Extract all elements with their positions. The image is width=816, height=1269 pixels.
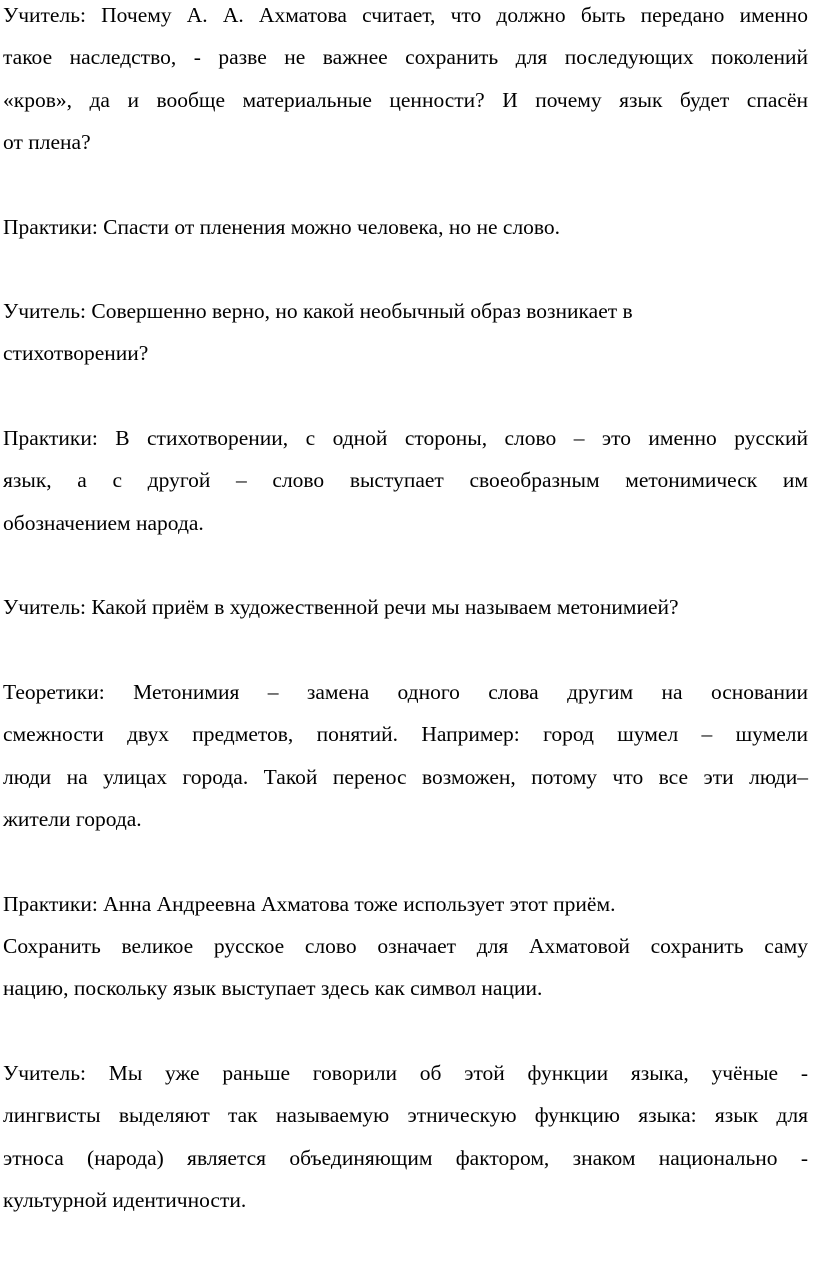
paragraph-7-line-1: Практики: Анна Андреевна Ахматова тоже использует этот приём.: [3, 892, 616, 916]
paragraph-6-line-4: жители города.: [3, 807, 142, 831]
paragraph-1-line-1: Учитель: Почему А. А. Ахматова считает, что должно быть передано именно: [3, 3, 808, 27]
paragraph-2-line-1: Практики: Спасти от пленения можно человека, но не слово.: [3, 215, 561, 239]
paragraph-1-line-4: от плена?: [3, 130, 91, 154]
paragraph-4-line-1: Практики: В стихотворении, с одной стороны, слово – это именно русский: [3, 426, 808, 450]
paragraph-5-line-1: Учитель: Какой приём в художественной речи мы называем метонимией?: [3, 595, 679, 619]
paragraph-6-line-1: Теоретики: Метонимия – замена одного слова другим на основании: [3, 680, 808, 704]
paragraph-7-line-3: нацию, поскольку язык выступает здесь как символ нации.: [3, 976, 543, 1000]
paragraph-8-line-1: Учитель: Мы уже раньше говорили об этой функции языка, учёные -: [3, 1061, 808, 1085]
paragraph-6-line-2: смежности двух предметов, понятий. Например: город шумел – шумели: [3, 722, 808, 746]
paragraph-7-line-2: Сохранить великое русское слово означает для Ахматовой сохранить саму: [3, 934, 808, 958]
paragraph-3-line-1: Учитель: Совершенно верно, но какой необычный образ возникает в: [3, 299, 633, 323]
paragraph-6-line-3: люди на улицах города. Такой перенос возможен, потому что все эти люди–: [3, 765, 808, 789]
paragraph-8-line-3: этноса (народа) является объединяющим фактором, знаком национально -: [3, 1146, 808, 1170]
paragraph-3-line-2: стихотворении?: [3, 341, 149, 365]
paragraph-4-line-3: обозначением народа.: [3, 511, 204, 535]
paragraph-4-line-2: язык, а с другой – слово выступает своеобразным метонимическ им: [3, 468, 808, 492]
paragraph-1-line-3: «кров», да и вообще материальные ценности? И почему язык будет спасён: [3, 88, 808, 112]
paragraph-1-line-2: такое наследство, - разве не важнее сохранить для последующих поколений: [3, 45, 808, 69]
paragraph-8-line-2: лингвисты выделяют так называемую этническую функцию языка: язык для: [3, 1103, 808, 1127]
paragraph-8-line-4: культурной идентичности.: [3, 1188, 247, 1212]
